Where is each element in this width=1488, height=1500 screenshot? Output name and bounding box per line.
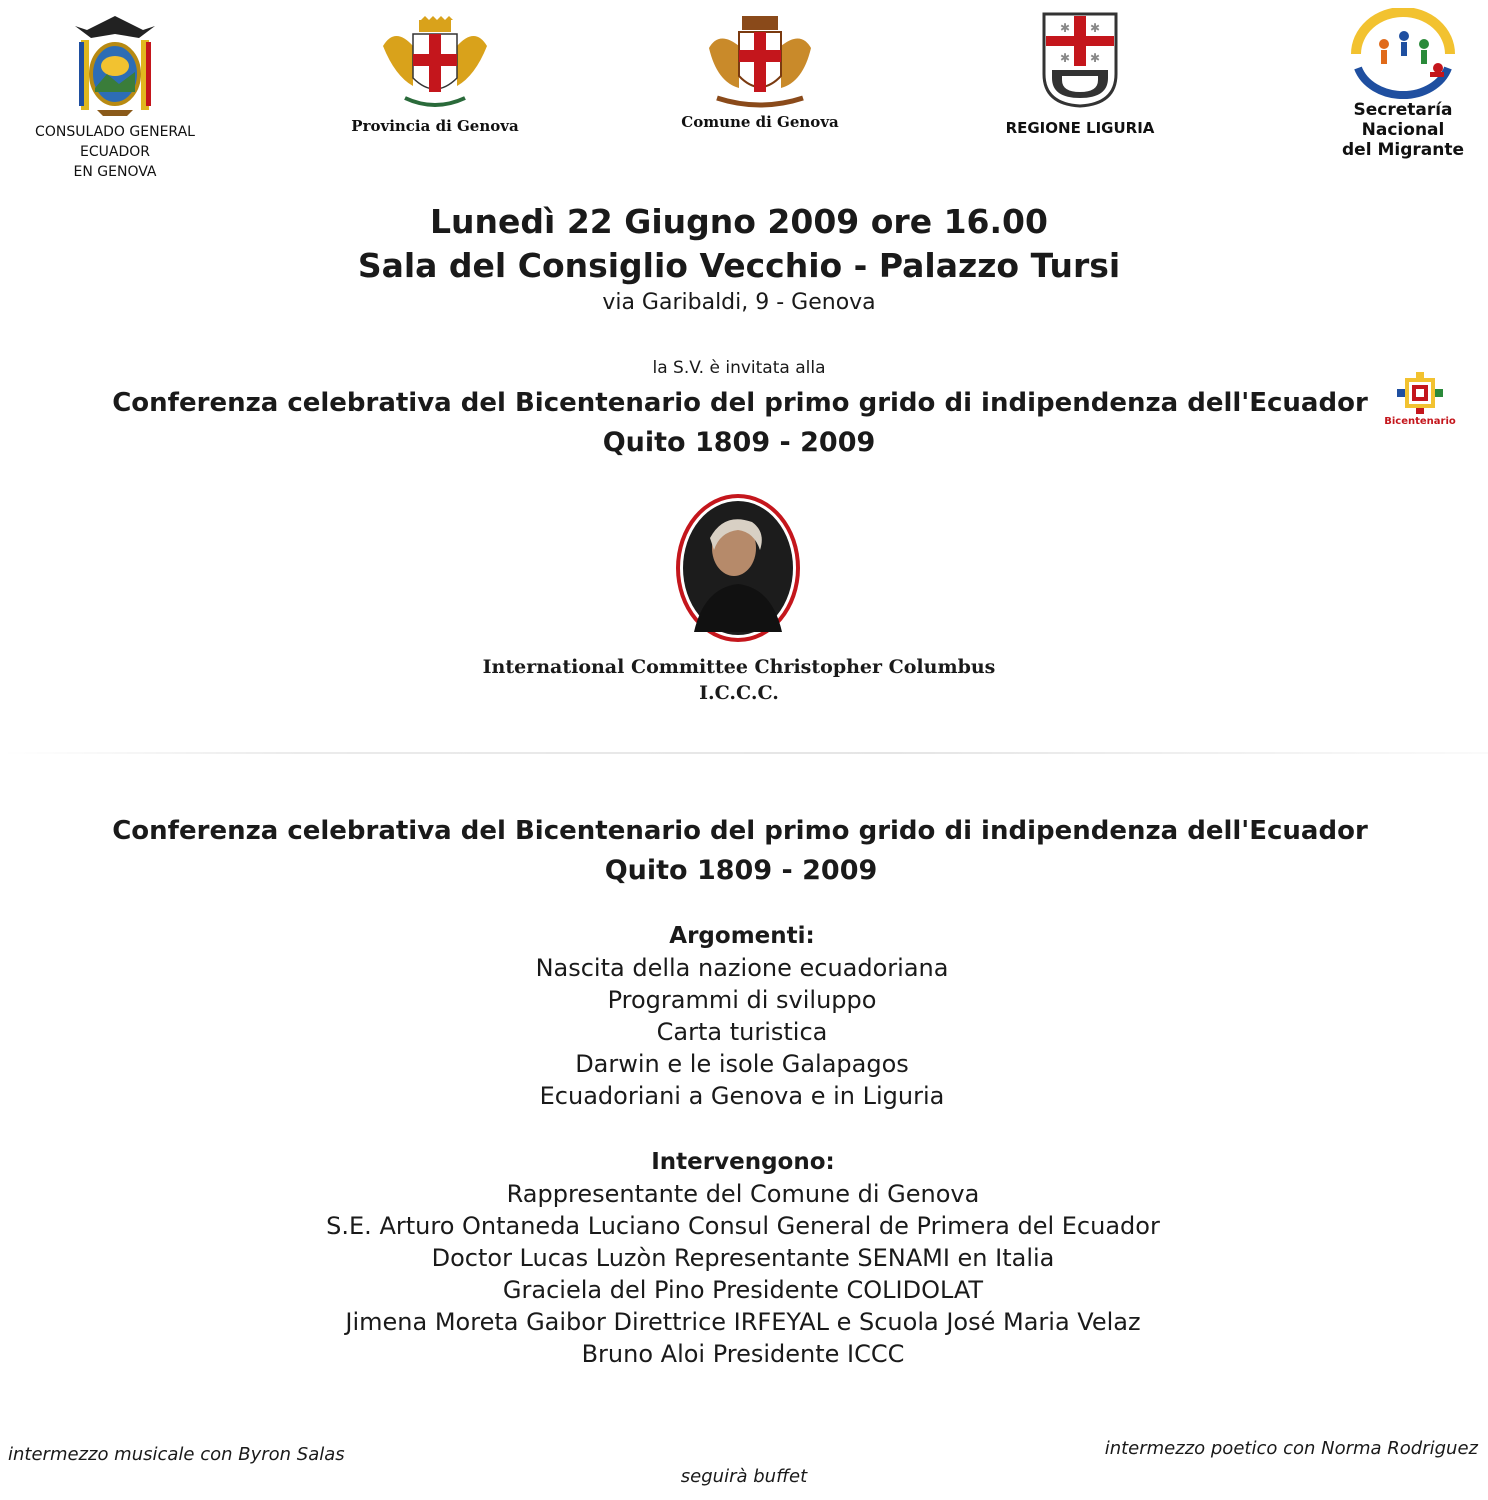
footer-buffet: seguirà buffet xyxy=(680,1466,808,1487)
topics-heading: Argomenti: xyxy=(669,923,815,949)
program-subtitle: Quito 1809 - 2009 xyxy=(604,855,878,886)
list-item: Doctor Lucas Luzòn Representante SENAMI en Italia xyxy=(431,1244,1055,1272)
logo-senami xyxy=(1318,8,1488,160)
footer-music: intermezzo musicale con Byron Salas xyxy=(8,1444,345,1465)
invite-line: la S.V. è invitata alla xyxy=(652,358,826,378)
committee-name: International Committee Christopher Columbus xyxy=(482,656,996,678)
footer-poetry: intermezzo poetico con Norma Rodriguez xyxy=(1104,1438,1478,1459)
list-item: Nascita della nazione ecuadoriana xyxy=(535,954,949,982)
conference-title: Conferenza celebrativa del Bicentenario del primo grido di indipendenza dell'Ecuador xyxy=(112,388,1368,418)
list-item: Darwin e le isole Galapagos xyxy=(575,1050,909,1078)
consulado-caption-line2: EN GENOVA xyxy=(73,164,157,180)
list-item: Graciela del Pino Presidente COLIDOLAT xyxy=(502,1276,984,1304)
logo-comune xyxy=(670,12,850,132)
columbus-portrait xyxy=(674,492,802,644)
event-date: Lunedì 22 Giugno 2009 ore 16.00 xyxy=(430,202,1048,241)
fold-line xyxy=(0,752,1488,754)
list-item: Programmi di sviluppo xyxy=(607,986,877,1014)
svg-text:✱: ✱ xyxy=(1060,21,1071,35)
svg-text:✱: ✱ xyxy=(1060,51,1071,65)
comune-caption: Comune di Genova xyxy=(681,113,839,131)
comune-coat-of-arms-icon xyxy=(695,12,825,112)
program-title: Conferenza celebrativa del Bicentenario del primo grido di indipendenza dell'Ecuador xyxy=(112,816,1368,846)
list-item: S.E. Arturo Ontaneda Luciano Consul General de Primera del Ecuador xyxy=(326,1212,1160,1240)
provincia-caption: Provincia di Genova xyxy=(351,117,519,135)
senami-caption-line2: del Migrante xyxy=(1342,140,1464,160)
svg-text:✱: ✱ xyxy=(1090,51,1101,65)
senami-caption-line1: Secretaría Nacional xyxy=(1353,100,1453,140)
conference-subtitle: Quito 1809 - 2009 xyxy=(602,427,876,458)
bicentenario-caption: Bicentenario xyxy=(1384,416,1456,427)
senami-migrant-logo-icon xyxy=(1348,8,1458,100)
event-address: via Garibaldi, 9 - Genova xyxy=(602,290,876,315)
logo-provincia xyxy=(345,16,525,136)
consulado-caption-line1: CONSULADO GENERAL ECUADOR xyxy=(35,124,195,160)
list-item: Ecuadoriani a Genova e in Liguria xyxy=(539,1082,945,1110)
topics-list xyxy=(0,952,1484,1112)
regione-liguria-shield-icon xyxy=(1040,10,1120,110)
list-item: Jimena Moreta Gaibor Direttrice IRFEYAL e Scuola José Maria Velaz xyxy=(345,1308,1141,1336)
bicentenario-emblem-icon xyxy=(1395,370,1445,416)
list-item: Rappresentante del Comune di Genova xyxy=(506,1180,980,1208)
portrait-icon xyxy=(674,492,802,644)
list-item: Carta turistica xyxy=(656,1018,828,1046)
logo-regione xyxy=(995,10,1165,138)
speakers-heading: Intervengono: xyxy=(651,1149,835,1175)
regione-caption: REGIONE LIGURIA xyxy=(1005,119,1155,137)
logo-consulado xyxy=(0,12,230,182)
ecuador-coat-of-arms-icon xyxy=(67,12,163,122)
speakers-list xyxy=(0,1178,1486,1370)
committee-abbr: I.C.C.C. xyxy=(699,682,779,704)
svg-text:✱: ✱ xyxy=(1090,21,1101,35)
bicentenario-logo xyxy=(1380,370,1460,427)
event-venue: Sala del Consiglio Vecchio - Palazzo Tursi xyxy=(357,246,1121,285)
provincia-coat-of-arms-icon xyxy=(365,16,505,116)
list-item: Bruno Aloi Presidente ICCC xyxy=(581,1340,905,1368)
